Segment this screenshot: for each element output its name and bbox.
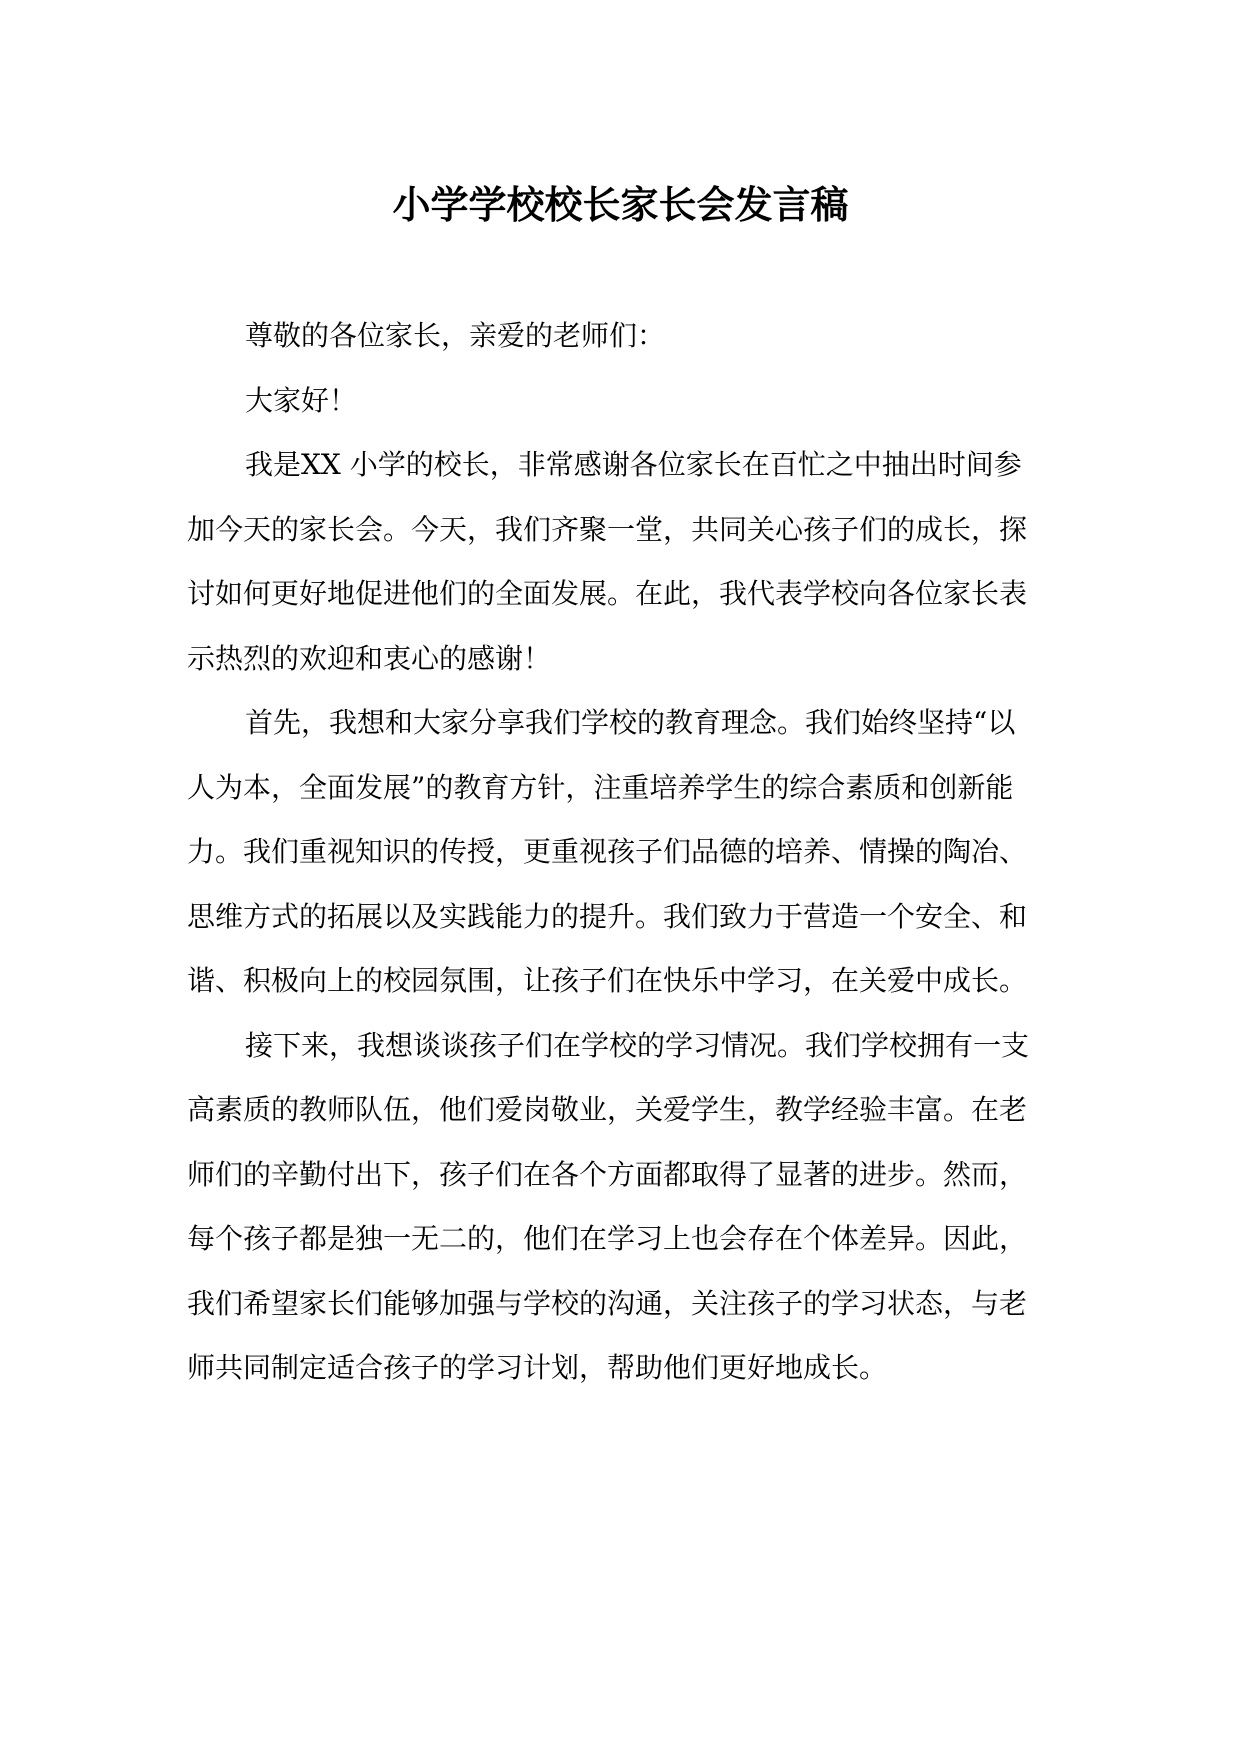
salutation-line: 尊敬的各位家长，亲爱的老师们：	[245, 319, 666, 352]
document-title: 小学学校校长家长会发言稿	[392, 182, 849, 227]
paragraph-line: 接下来，我想谈谈孩子们在学校的学习情况。我们学校拥有一支	[245, 1028, 1030, 1062]
paragraph-line: 力。我们重视知识的传授，更重视孩子们品德的培养、情操的陶冶、	[187, 835, 1028, 868]
paragraph-line: 谐、积极向上的校园氛围，让孩子们在快乐中学习，在关爱中成长。	[187, 964, 1028, 997]
paragraph-line: 首先，我想和大家分享我们学校的教育理念。我们始终坚持“以	[245, 706, 1016, 739]
paragraph-line: 讨如何更好地促进他们的全面发展。在此，我代表学校向各位家长表	[187, 577, 1028, 610]
paragraph-line: 高素质的教师队伍，他们爱岗敬业，关爱学生，教学经验丰富。在老	[187, 1093, 1028, 1126]
paragraph-line: 师共同制定适合孩子的学习计划，帮助他们更好地成长。	[187, 1351, 888, 1384]
document-body	[187, 308, 1067, 1405]
paragraph-line: 师们的辛勤付出下，孩子们在各个方面都取得了显著的进步。然而，	[187, 1157, 1028, 1191]
paragraph-line: 我是XX 小学的校长，非常感谢各位家长在百忙之中抽出时间参	[245, 448, 1022, 481]
paragraph-line: 示热烈的欢迎和衷心的感谢！	[187, 641, 552, 675]
greeting-line: 大家好！	[245, 383, 358, 417]
paragraph-line: 思维方式的拓展以及实践能力的提升。我们致力于营造一个安全、和	[187, 899, 1028, 933]
paragraph-line: 每个孩子都是独一无二的，他们在学习上也会存在个体差异。因此，	[187, 1222, 1028, 1255]
paragraph-line: 人为本，全面发展”的教育方针，注重培养学生的综合素质和创新能	[187, 770, 1014, 804]
paragraph-line: 加今天的家长会。今天，我们齐聚一堂，共同关心孩子们的成长，探	[187, 512, 1028, 546]
paragraph-line: 我们希望家长们能够加强与学校的沟通，关注孩子的学习状态，与老	[187, 1286, 1028, 1320]
